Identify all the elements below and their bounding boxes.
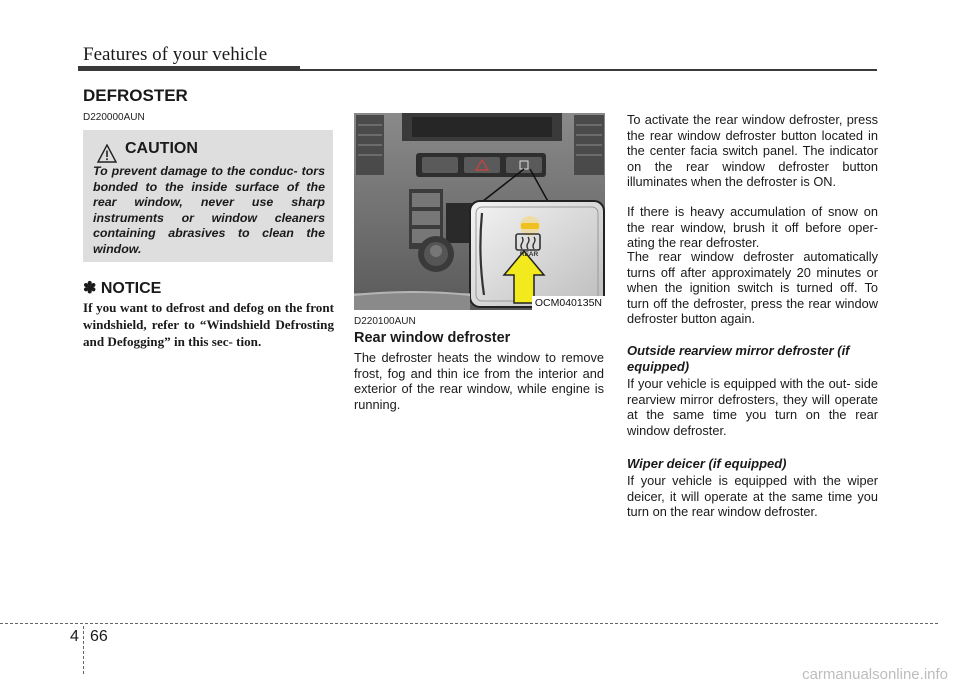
page-section-number: 4 — [70, 628, 79, 645]
caution-text: To prevent damage to the conduc- tors bonded to the inside surface of the rear window, never use sharp instruments or window cleaners containing abrasives to clean the window. — [93, 164, 325, 256]
wiper-deicer-heading: Wiper deicer (if equipped) — [627, 456, 787, 471]
snow-paragraph: If there is heavy accumulation of snow on the rear window, brush it off before oper- ating the rear defroster. — [627, 204, 878, 251]
page-number: 66 — [90, 628, 108, 645]
defroster-button-photo — [354, 113, 605, 310]
auto-off-paragraph: The rear window defroster automatically turns off after approximately 20 minutes or when the ignition switch is turned off. To turn off the defroster, press the rear window defroster button again. — [627, 249, 878, 327]
rear-defroster-heading: Rear window defroster — [354, 330, 511, 346]
notice-text: If you want to defrost and defog on the front windshield, refer to “Windshield Defrosting and Defogging” in this sec- tion. — [83, 300, 334, 349]
dashboard-illustration — [354, 113, 605, 310]
mirror-defroster-text: If your vehicle is equipped with the out- side rearview mirror defrosters, they will operate at the same time you turn on the rear window defroster. — [627, 376, 878, 438]
section-title: Features of your vehicle — [83, 44, 268, 65]
watermark: carmanualsonline.info — [802, 666, 948, 683]
photo-label: OCM040135N — [532, 296, 605, 310]
warning-triangle-icon — [97, 144, 117, 164]
page-heading: DEFROSTER — [83, 86, 188, 105]
caution-box — [83, 130, 333, 262]
header-rule-thin — [300, 69, 877, 71]
footer-divider — [83, 626, 84, 674]
rear-defroster-text: The defroster heats the window to remove frost, fog and thin ice from the interior and exterior of the rear window, while engine is running. — [354, 350, 604, 412]
activate-paragraph: To activate the rear window defroster, press the rear window defroster button located in the center facia switch panel. The indicator on the rear window defroster button illuminates when the defroster is ON. — [627, 112, 878, 190]
mirror-defroster-heading: Outside rearview mirror defroster (if equipped) — [627, 343, 850, 374]
wiper-deicer-text: If your vehicle is equipped with the wiper deicer, it will operate at the same time you turn on the rear window defroster. — [627, 473, 878, 520]
rear-button-label: REAR — [519, 251, 539, 258]
subsection-code: D220100AUN — [354, 316, 416, 327]
notice-title: ✽ NOTICE — [83, 280, 162, 297]
section-code: D220000AUN — [83, 112, 145, 123]
header-rule-thick — [78, 66, 300, 71]
footer-rule — [0, 623, 938, 624]
caution-title: CAUTION — [125, 140, 198, 157]
